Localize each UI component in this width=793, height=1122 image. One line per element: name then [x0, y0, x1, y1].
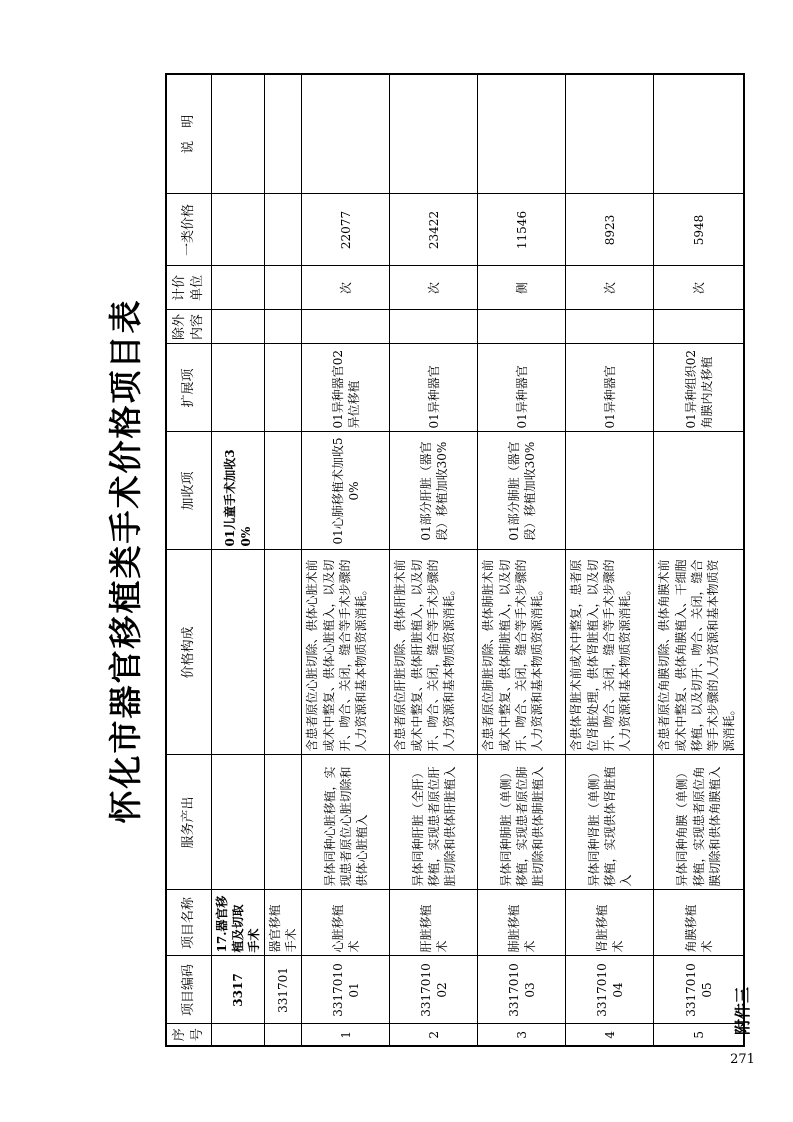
row-composition: 含患者原位肝脏切除、供体肝脏术前或术中整复、供体肝脏植入，以及切开、吻合、关闭，缝合等手术步骤的人力资源和基本物质资源消耗。 [390, 550, 478, 755]
row-seq: 1 [302, 1024, 390, 1046]
header-notes: 说 明 [166, 74, 211, 194]
row-content: 异体同种肺脏（单侧）移植，实现患者原位肺脏切除和供体肺脏植入 [478, 755, 566, 890]
header-unit: 计价单位 [166, 266, 211, 310]
row-extension: 01异种器官 [478, 344, 566, 432]
row-seq: 4 [566, 1024, 654, 1046]
row-content: 异体同种心脏移植，实现患者原位心脏切除和供体心脏植入 [302, 755, 390, 890]
row-exclusions [654, 310, 744, 344]
row-code: 331701002 [390, 956, 478, 1024]
row-name: 肺脏移植术 [478, 890, 566, 956]
row-name: 肾脏移植术 [566, 890, 654, 956]
row-extension: 01异种器官02异位移植 [302, 344, 390, 432]
row-price: 5948 [654, 194, 744, 266]
category-code: 3317 [211, 956, 265, 1024]
table-row [478, 74, 566, 1046]
row-unit: 次 [390, 266, 478, 310]
row-composition: 含患者原位肺脏切除、供体肺脏术前或术中整复、供体肺脏植入，以及切开、吻合、关闭，缝合等手术步骤的人力资源和基本物质资源消耗。 [478, 550, 566, 755]
row-code: 331701003 [478, 956, 566, 1024]
row-name: 角膜移植术 [654, 890, 744, 956]
row-composition: 含供体肾脏术前或术中整复，患者原位肾脏处理，供体肾脏植入，以及切开、吻合、关闭，缝合等手术步骤的人力资源和基本物质资源消耗。 [566, 550, 654, 755]
category-name: 17.器官移植及切取手术 [211, 890, 265, 956]
row-code: 331701004 [566, 956, 654, 1024]
header-content: 服务产出 [166, 755, 211, 890]
annex-label: 附件三 [733, 986, 752, 1035]
subcategory-row [265, 74, 302, 1046]
row-price: 22077 [302, 194, 390, 266]
row-notes [390, 74, 478, 194]
row-seq: 3 [478, 1024, 566, 1046]
price-table [165, 73, 745, 1047]
row-seq: 2 [390, 1024, 478, 1046]
page-number: 271 [730, 1052, 755, 1068]
row-name: 心脏移植术 [302, 890, 390, 956]
row-surcharge: 01部分肺脏（器官段）移植加收30% [478, 432, 566, 550]
row-content: 异体同种肾脏（单侧）移植，实现供体肾脏植入 [566, 755, 654, 890]
row-unit: 次 [654, 266, 744, 310]
category-surcharge: 01儿童手术加收30% [211, 432, 265, 550]
document-title: 怀化市器官移植类手术价格项目表 [106, 298, 145, 824]
row-exclusions [478, 310, 566, 344]
row-exclusions [566, 310, 654, 344]
row-unit: 次 [302, 266, 390, 310]
category-row [211, 74, 265, 1046]
row-price: 8923 [566, 194, 654, 266]
row-code: 331701005 [654, 956, 744, 1024]
row-surcharge [654, 432, 744, 550]
row-price: 11546 [478, 194, 566, 266]
row-notes [566, 74, 654, 194]
row-notes [654, 74, 744, 194]
row-notes [302, 74, 390, 194]
table-row [390, 74, 478, 1046]
header-surcharge: 加收项 [166, 432, 211, 550]
row-unit: 侧 [478, 266, 566, 310]
header-name: 项目名称 [166, 890, 211, 956]
subcategory-name: 器官移植手术 [265, 890, 302, 956]
table-header-row [166, 74, 211, 1046]
table-row [302, 74, 390, 1046]
row-unit: 次 [566, 266, 654, 310]
row-extension: 01异种组织02角膜内皮移植 [654, 344, 744, 432]
row-notes [478, 74, 566, 194]
row-code: 331701001 [302, 956, 390, 1024]
header-exclusions: 除外内容 [166, 310, 211, 344]
row-composition: 含患者原位角膜切除、供体角膜术前或术中整复、供体角膜植入、干细胞移植，以及切开、吻合、关闭，缝合等手术步骤的人力资源和基本物质资源消耗。 [654, 550, 744, 755]
row-surcharge: 01心肺移植术加收50% [302, 432, 390, 550]
row-composition: 含患者原位心脏切除、供体心脏术前或术中整复、供体心脏植入，以及切开、吻合、关闭，缝合等手术步骤的人力资源和基本物质资源消耗。 [302, 550, 390, 755]
row-extension: 01异种器官 [390, 344, 478, 432]
row-surcharge [566, 432, 654, 550]
header-code: 项目编码 [166, 956, 211, 1024]
header-extension: 扩展项 [166, 344, 211, 432]
header-composition: 价格构成 [166, 550, 211, 755]
row-seq: 5 [654, 1024, 744, 1046]
table-row [654, 74, 744, 1046]
row-extension: 01异种器官 [566, 344, 654, 432]
table-row [566, 74, 654, 1046]
row-content: 异体同种角膜（单侧）移植，实现患者原位角膜切除和供体角膜植入 [654, 755, 744, 890]
row-name: 肝脏移植术 [390, 890, 478, 956]
row-surcharge: 01部分肝脏（器官段）移植加收30% [390, 432, 478, 550]
row-content: 异体同种肝脏（全肝）移植，实现患者原位肝脏切除和供体肝脏植入 [390, 755, 478, 890]
header-price: 一类价格 [166, 194, 211, 266]
header-seq: 序号 [166, 1024, 211, 1046]
row-price: 23422 [390, 194, 478, 266]
subcategory-code: 331701 [265, 956, 302, 1024]
row-exclusions [390, 310, 478, 344]
row-exclusions [302, 310, 390, 344]
